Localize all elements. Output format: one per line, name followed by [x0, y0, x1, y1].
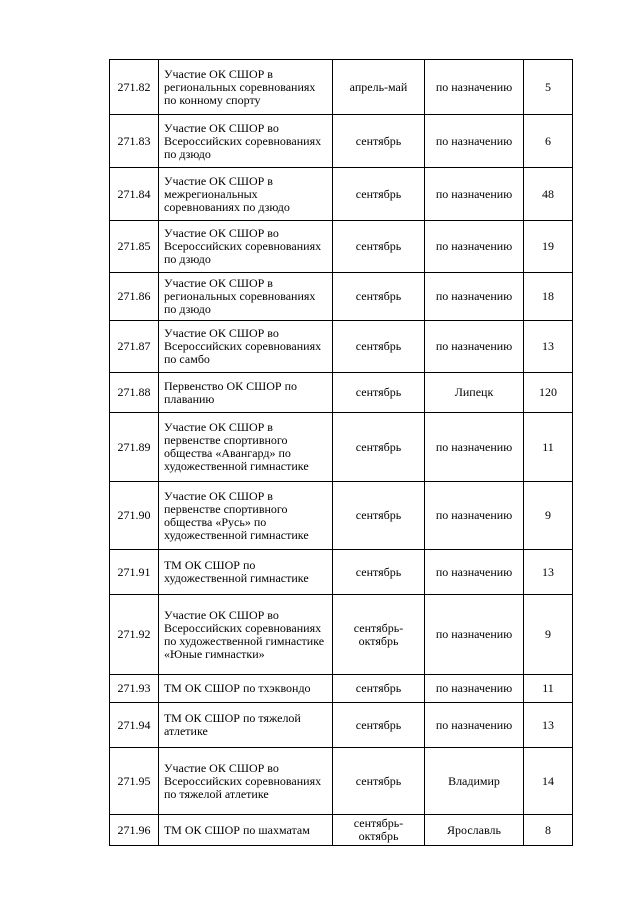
event-date: сентябрь — [333, 748, 425, 815]
row-number: 271.82 — [110, 60, 159, 115]
event-place: по назначению — [425, 413, 524, 482]
row-number: 271.90 — [110, 482, 159, 550]
event-date: сентябрь — [333, 221, 425, 273]
event-place: по назначению — [425, 550, 524, 595]
table-row — [110, 168, 573, 221]
participants-count: 120 — [524, 373, 573, 413]
event-name: Первенство ОК СШОР по плаванию — [159, 373, 333, 413]
table-row — [110, 595, 573, 675]
event-place: Липецк — [425, 373, 524, 413]
event-date: сентябрь — [333, 273, 425, 321]
event-date: сентябрь — [333, 550, 425, 595]
event-name: Участие ОК СШОР в первенстве спортивного общества «Авангард» по художественной гимнастике — [159, 413, 333, 482]
event-place: Владимир — [425, 748, 524, 815]
row-number: 271.86 — [110, 273, 159, 321]
participants-count: 11 — [524, 413, 573, 482]
event-date: сентябрь — [333, 675, 425, 703]
row-number: 271.87 — [110, 321, 159, 373]
table-row — [110, 748, 573, 815]
event-name: ТМ ОК СШОР по шахматам — [159, 815, 333, 846]
event-place: по назначению — [425, 675, 524, 703]
row-number: 271.88 — [110, 373, 159, 413]
table-row — [110, 321, 573, 373]
row-number: 271.93 — [110, 675, 159, 703]
event-name: Участие ОК СШОР во Всероссийских соревнованиях по самбо — [159, 321, 333, 373]
participants-count: 13 — [524, 550, 573, 595]
event-name: ТМ ОК СШОР по тяжелой атлетике — [159, 703, 333, 748]
table-row — [110, 273, 573, 321]
events-table — [109, 59, 573, 846]
table-row — [110, 373, 573, 413]
event-place: по назначению — [425, 482, 524, 550]
participants-count: 14 — [524, 748, 573, 815]
table-row — [110, 815, 573, 846]
row-number: 271.91 — [110, 550, 159, 595]
row-number: 271.96 — [110, 815, 159, 846]
event-date: сентябрь — [333, 115, 425, 168]
table-row — [110, 60, 573, 115]
table-row — [110, 413, 573, 482]
event-date: сентябрь — [333, 703, 425, 748]
event-place: по назначению — [425, 703, 524, 748]
event-date: сентябрь — [333, 168, 425, 221]
event-name: Участие ОК СШОР во Всероссийских соревнованиях по художественной гимнастике «Юные гимнастки» — [159, 595, 333, 675]
event-place: по назначению — [425, 60, 524, 115]
event-name: ТМ ОК СШОР по художественной гимнастике — [159, 550, 333, 595]
row-number: 271.83 — [110, 115, 159, 168]
event-date: сентябрь — [333, 373, 425, 413]
event-name: Участие ОК СШОР в региональных соревнованиях по дзюдо — [159, 273, 333, 321]
event-place: по назначению — [425, 168, 524, 221]
row-number: 271.89 — [110, 413, 159, 482]
table-row — [110, 221, 573, 273]
participants-count: 11 — [524, 675, 573, 703]
event-name: Участие ОК СШОР во Всероссийских соревнованиях по тяжелой атлетике — [159, 748, 333, 815]
event-place: по назначению — [425, 321, 524, 373]
event-place: по назначению — [425, 273, 524, 321]
participants-count: 19 — [524, 221, 573, 273]
event-place: Ярославль — [425, 815, 524, 846]
event-date: сентябрь — [333, 321, 425, 373]
participants-count: 18 — [524, 273, 573, 321]
participants-count: 13 — [524, 703, 573, 748]
row-number: 271.85 — [110, 221, 159, 273]
event-place: по назначению — [425, 221, 524, 273]
event-name: Участие ОК СШОР во Всероссийских соревнованиях по дзюдо — [159, 115, 333, 168]
table-row — [110, 703, 573, 748]
participants-count: 13 — [524, 321, 573, 373]
event-date: сентябрь-октябрь — [333, 815, 425, 846]
participants-count: 6 — [524, 115, 573, 168]
event-place: по назначению — [425, 595, 524, 675]
event-name: Участие ОК СШОР в первенстве спортивного общества «Русь» по художественной гимнастике — [159, 482, 333, 550]
participants-count: 9 — [524, 482, 573, 550]
participants-count: 9 — [524, 595, 573, 675]
event-name: Участие ОК СШОР в региональных соревнованиях по конному спорту — [159, 60, 333, 115]
event-date: сентябрь — [333, 413, 425, 482]
table-row — [110, 482, 573, 550]
event-date: сентябрь-октябрь — [333, 595, 425, 675]
participants-count: 48 — [524, 168, 573, 221]
row-number: 271.92 — [110, 595, 159, 675]
row-number: 271.84 — [110, 168, 159, 221]
table-row — [110, 115, 573, 168]
event-date: сентябрь — [333, 482, 425, 550]
event-name: Участие ОК СШОР во Всероссийских соревнованиях по дзюдо — [159, 221, 333, 273]
participants-count: 5 — [524, 60, 573, 115]
table-row — [110, 550, 573, 595]
event-name: ТМ ОК СШОР по тхэквондо — [159, 675, 333, 703]
event-name: Участие ОК СШОР в межрегиональных соревнованиях по дзюдо — [159, 168, 333, 221]
table-row — [110, 675, 573, 703]
event-place: по назначению — [425, 115, 524, 168]
row-number: 271.94 — [110, 703, 159, 748]
row-number: 271.95 — [110, 748, 159, 815]
participants-count: 8 — [524, 815, 573, 846]
event-date: апрель-май — [333, 60, 425, 115]
